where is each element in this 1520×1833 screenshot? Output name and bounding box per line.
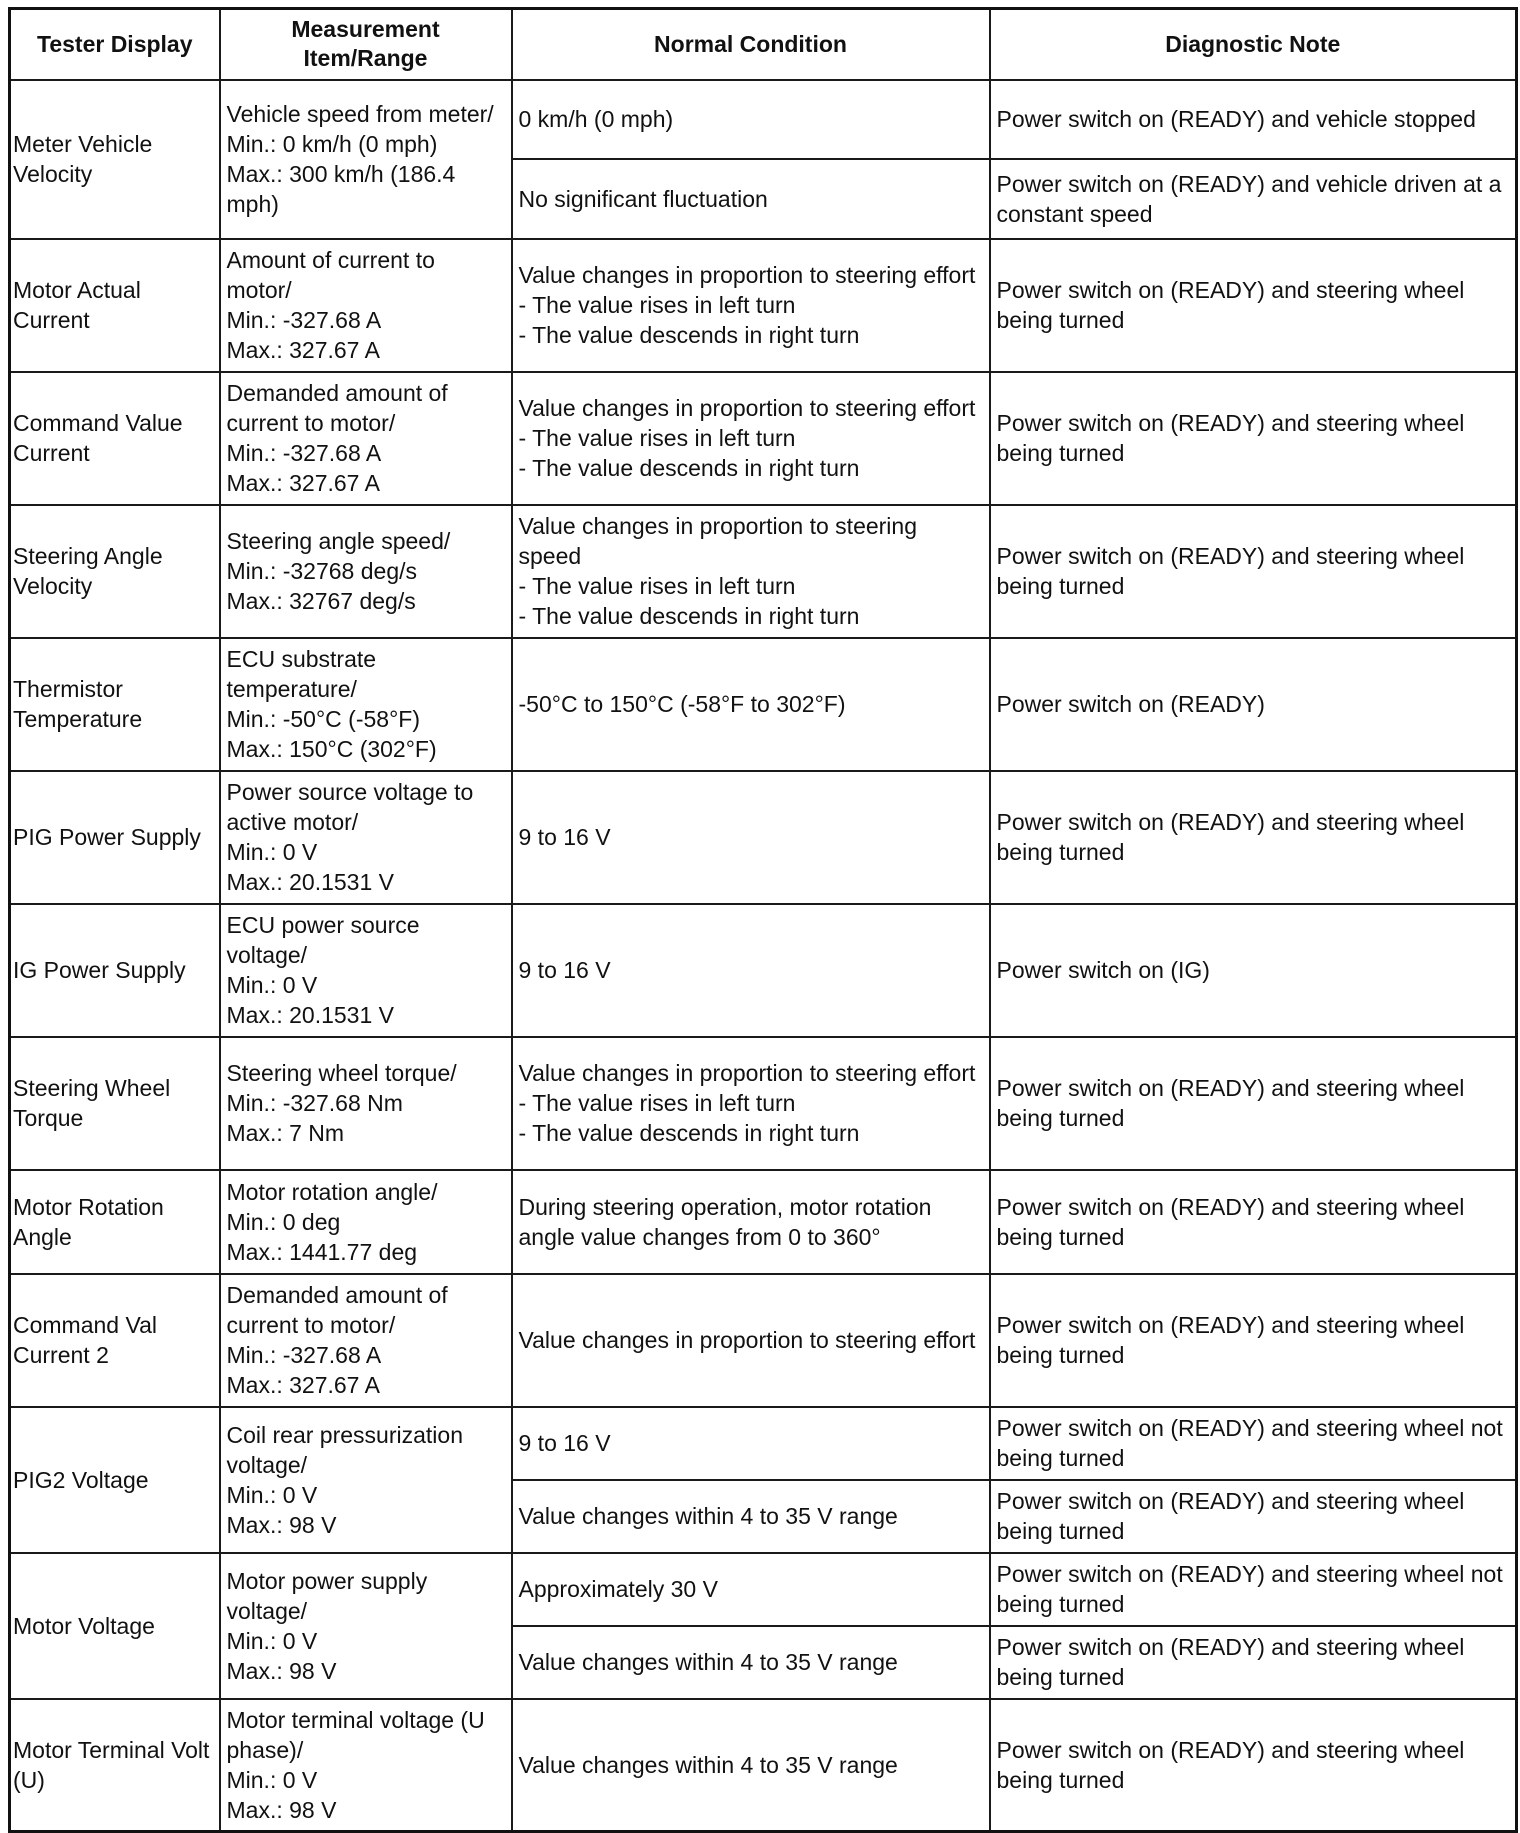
- range-line: Min.: 0 km/h (0 mph): [226, 131, 438, 157]
- normal-condition-line: - The value rises in left turn: [518, 292, 796, 318]
- tester-display-cell: Thermistor Temperature: [10, 638, 220, 771]
- measurement-range-cell: [220, 638, 512, 771]
- range-line: Max.: 98 V: [226, 1511, 337, 1538]
- measurement-range-cell: [220, 1407, 512, 1553]
- range-line: Max.: 327.67 A: [226, 1372, 380, 1398]
- normal-condition-cell: [512, 638, 990, 771]
- range-line: Max.: 327.67 A: [226, 470, 380, 496]
- normal-condition-line: - The value descends in right turn: [518, 322, 860, 348]
- range-line: Max.: 300 km/h (186.4 mph): [226, 161, 456, 217]
- diagnostic-note-cell: Power switch on (READY) and steering wheel being turned: [990, 239, 1517, 372]
- range-line: Power source voltage to active motor/: [226, 779, 474, 835]
- normal-condition-cell: [512, 80, 990, 159]
- range-line: Vehicle speed from meter/: [226, 101, 494, 127]
- range-line: Min.: 0 V: [226, 1481, 318, 1508]
- normal-condition-cell: [512, 239, 990, 372]
- normal-condition-line: Value changes in proportion to steering speed: [518, 513, 918, 569]
- range-line: Motor terminal voltage (U phase)/: [226, 1706, 485, 1763]
- header-diagnostic-note: Diagnostic Note: [990, 9, 1517, 80]
- normal-condition-cell: [512, 1699, 990, 1832]
- diagnostic-note-cell: Power switch on (READY) and steering wheel being turned: [990, 1274, 1517, 1407]
- table-row: [10, 372, 1517, 505]
- normal-condition-cell: [512, 1037, 990, 1170]
- range-line: Max.: 7 Nm: [226, 1120, 345, 1146]
- table-row: [10, 1407, 1517, 1480]
- range-line: Max.: 327.67 A: [226, 337, 380, 363]
- range-line: Coil rear pressurization voltage/: [226, 1421, 463, 1478]
- diagnostic-note-cell: Power switch on (READY) and steering wheel being turned: [990, 505, 1517, 638]
- table-row: [10, 638, 1517, 771]
- diagnostic-note-cell: Power switch on (READY) and vehicle driven at a constant speed: [990, 159, 1517, 239]
- table-row: [10, 1274, 1517, 1407]
- tester-display-cell: Motor Actual Current: [10, 239, 220, 372]
- table-row: [10, 505, 1517, 638]
- tester-data-table: [8, 7, 1518, 1833]
- range-line: ECU power source voltage/: [226, 912, 420, 968]
- normal-condition-cell: [512, 159, 990, 239]
- normal-condition-line: Value changes within 4 to 35 V range: [518, 1751, 898, 1778]
- normal-condition-cell: [512, 904, 990, 1037]
- range-line: Demanded amount of current to motor/: [226, 380, 448, 436]
- normal-condition-line: Value changes within 4 to 35 V range: [518, 1649, 898, 1675]
- diagnostic-note-cell: Power switch on (READY) and steering wheel being turned: [990, 1037, 1517, 1170]
- normal-condition-cell: [512, 1274, 990, 1407]
- table-row: [10, 771, 1517, 904]
- range-line: Min.: 0 V: [226, 1627, 318, 1654]
- range-line: Max.: 98 V: [226, 1796, 337, 1823]
- range-line: Min.: 0 V: [226, 839, 318, 865]
- header-measurement-item-range: Measurement Item/Range: [220, 9, 512, 80]
- measurement-range-cell: [220, 372, 512, 505]
- measurement-range-cell: [220, 1553, 512, 1699]
- measurement-range-cell: [220, 80, 512, 239]
- normal-condition-cell: [512, 1480, 990, 1553]
- normal-condition-line: Value changes in proportion to steering effort: [518, 262, 976, 288]
- range-line: Min.: -327.68 A: [226, 307, 382, 333]
- table-row: [10, 239, 1517, 372]
- normal-condition-cell: [512, 1407, 990, 1480]
- range-line: Min.: 0 deg: [226, 1208, 341, 1235]
- measurement-range-cell: [220, 1037, 512, 1170]
- tester-display-cell: Meter Vehicle Velocity: [10, 80, 220, 239]
- range-line: Max.: 32767 deg/s: [226, 588, 416, 614]
- tester-display-cell: Motor Voltage: [10, 1553, 220, 1699]
- diagnostic-note-cell: Power switch on (READY) and steering wheel not being turned: [990, 1553, 1517, 1626]
- range-line: Motor rotation angle/: [226, 1178, 438, 1205]
- normal-condition-cell: [512, 771, 990, 904]
- tester-display-cell: Steering Wheel Torque: [10, 1037, 220, 1170]
- table-body: [10, 80, 1517, 1832]
- tester-display-cell: Command Value Current: [10, 372, 220, 505]
- tester-display-cell: Motor Rotation Angle: [10, 1170, 220, 1274]
- diagnostic-note-cell: Power switch on (READY) and steering wheel being turned: [990, 372, 1517, 505]
- range-line: Max.: 1441.77 deg: [226, 1238, 418, 1265]
- table-row: [10, 1553, 1517, 1626]
- range-line: Min.: -32768 deg/s: [226, 558, 418, 584]
- measurement-range-cell: [220, 904, 512, 1037]
- table-row: [10, 1037, 1517, 1170]
- range-line: Min.: 0 V: [226, 1766, 318, 1793]
- measurement-range-cell: [220, 1699, 512, 1832]
- diagnostic-note-cell: Power switch on (READY) and steering wheel being turned: [990, 1170, 1517, 1274]
- normal-condition-line: 9 to 16 V: [518, 824, 611, 850]
- range-line: Min.: -327.68 A: [226, 1342, 382, 1368]
- measurement-range-cell: [220, 505, 512, 638]
- range-line: Amount of current to motor/: [226, 247, 435, 303]
- normal-condition-line: No significant fluctuation: [518, 185, 768, 212]
- diagnostic-note-cell: Power switch on (READY) and vehicle stopped: [990, 80, 1517, 159]
- tester-display-cell: IG Power Supply: [10, 904, 220, 1037]
- tester-display-cell: PIG2 Voltage: [10, 1407, 220, 1553]
- normal-condition-line: Value changes in proportion to steering effort: [518, 1060, 976, 1086]
- range-line: Min.: 0 V: [226, 972, 318, 998]
- range-line: Max.: 98 V: [226, 1657, 337, 1684]
- range-line: Steering wheel torque/: [226, 1060, 457, 1086]
- normal-condition-line: - The value rises in left turn: [518, 573, 796, 599]
- measurement-range-cell: [220, 1274, 512, 1407]
- range-line: Min.: -50°C (-58°F): [226, 706, 420, 732]
- normal-condition-cell: [512, 372, 990, 505]
- header-normal-condition: Normal Condition: [512, 9, 990, 80]
- range-line: Min.: -327.68 A: [226, 440, 382, 466]
- range-line: Max.: 20.1531 V: [226, 869, 394, 895]
- diagnostic-note-cell: Power switch on (IG): [990, 904, 1517, 1037]
- range-line: Demanded amount of current to motor/: [226, 1282, 448, 1338]
- normal-condition-line: 9 to 16 V: [518, 957, 611, 983]
- table-row: [10, 1699, 1517, 1832]
- normal-condition-line: - The value descends in right turn: [518, 455, 860, 481]
- measurement-range-cell: [220, 1170, 512, 1274]
- normal-condition-line: During steering operation, motor rotation angle value changes from 0 to 360°: [518, 1193, 932, 1250]
- range-line: Min.: -327.68 Nm: [226, 1090, 403, 1116]
- range-line: Max.: 150°C (302°F): [226, 736, 437, 762]
- normal-condition-line: - The value rises in left turn: [518, 425, 796, 451]
- table-row: [10, 1170, 1517, 1274]
- diagnostic-note-cell: Power switch on (READY): [990, 638, 1517, 771]
- tester-display-cell: Motor Terminal Volt (U): [10, 1699, 220, 1832]
- diagnostic-note-cell: Power switch on (READY) and steering wheel being turned: [990, 771, 1517, 904]
- normal-condition-line: Value changes in proportion to steering effort: [518, 1327, 976, 1353]
- normal-condition-cell: [512, 505, 990, 638]
- normal-condition-line: - The value rises in left turn: [518, 1090, 796, 1116]
- table-row: [10, 904, 1517, 1037]
- diagnostic-note-cell: Power switch on (READY) and steering wheel being turned: [990, 1626, 1517, 1699]
- diagnostic-note-cell: Power switch on (READY) and steering wheel being turned: [990, 1480, 1517, 1553]
- tester-display-cell: Command Val Current 2: [10, 1274, 220, 1407]
- measurement-range-cell: [220, 239, 512, 372]
- normal-condition-cell: [512, 1553, 990, 1626]
- normal-condition-line: Value changes in proportion to steering effort: [518, 395, 976, 421]
- normal-condition-line: Approximately 30 V: [518, 1576, 718, 1602]
- normal-condition-line: - The value descends in right turn: [518, 1120, 860, 1146]
- normal-condition-line: - The value descends in right turn: [518, 603, 860, 629]
- tester-display-cell: Steering Angle Velocity: [10, 505, 220, 638]
- normal-condition-line: 0 km/h (0 mph): [518, 106, 674, 132]
- normal-condition-cell: [512, 1626, 990, 1699]
- range-line: Steering angle speed/: [226, 528, 451, 554]
- header-tester-display: Tester Display: [10, 9, 220, 80]
- measurement-range-cell: [220, 771, 512, 904]
- diagnostic-note-cell: Power switch on (READY) and steering wheel being turned: [990, 1699, 1517, 1832]
- normal-condition-line: 9 to 16 V: [518, 1430, 611, 1456]
- range-line: Max.: 20.1531 V: [226, 1002, 394, 1028]
- table-row: [10, 80, 1517, 159]
- header-row: [10, 9, 1517, 80]
- range-line: Motor power supply voltage/: [226, 1567, 428, 1624]
- normal-condition-cell: [512, 1170, 990, 1274]
- normal-condition-line: -50°C to 150°C (-58°F to 302°F): [518, 691, 846, 717]
- diagnostic-note-cell: Power switch on (READY) and steering wheel not being turned: [990, 1407, 1517, 1480]
- normal-condition-line: Value changes within 4 to 35 V range: [518, 1503, 898, 1529]
- tester-display-cell: PIG Power Supply: [10, 771, 220, 904]
- range-line: ECU substrate temperature/: [226, 646, 377, 702]
